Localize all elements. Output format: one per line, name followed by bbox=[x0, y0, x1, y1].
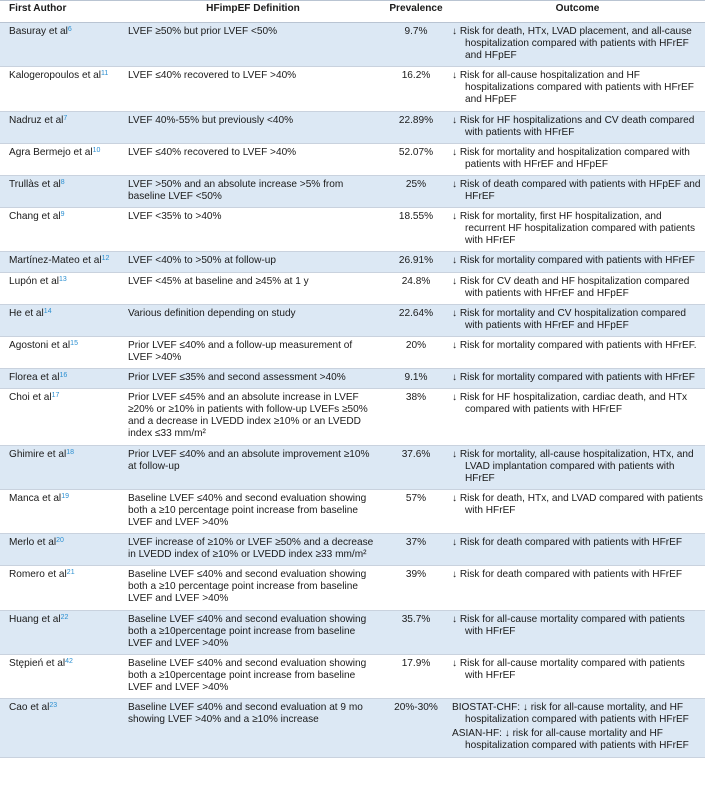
reference-link[interactable]: 42 bbox=[65, 657, 73, 665]
outcome-cell bbox=[450, 23, 705, 67]
table-row bbox=[0, 208, 705, 252]
author-name: Stępień et al bbox=[9, 657, 66, 669]
author-name: Agostoni et al bbox=[9, 339, 71, 351]
first-author-cell bbox=[0, 67, 124, 111]
table-row bbox=[0, 252, 705, 272]
definition-cell: Prior LVEF ≤45% and an absolute increase in LVEF ≥20% or ≥10% in patients with follow-up LVEFs ≥50% and a decrease in LVEDD index ≥10% or an LVEDD index ≤33 mm/m² bbox=[124, 389, 382, 445]
table-row bbox=[0, 336, 705, 368]
definition-cell: Prior LVEF ≤35% and second assessment >40% bbox=[124, 369, 382, 389]
reference-link[interactable]: 17 bbox=[51, 392, 60, 400]
definition-cell: Baseline LVEF ≤40% and second evaluation showing both a ≥10percentage point increase from baseline LVEF and LVEF >40% bbox=[124, 610, 382, 654]
outcome-text: ↓ Risk for mortality and hospitalization compared with patients with HFrEF and HFpEF bbox=[452, 146, 690, 170]
outcome-text: ASIAN-HF: ↓ risk for all-cause mortality and HF hospitalization compared with patients with HFrEF bbox=[452, 728, 689, 752]
definition-cell: LVEF increase of ≥10% or LVEF ≥50% and a decrease in LVEDD index of ≥10% or LVEDD index ≥33 mm/m² bbox=[124, 534, 382, 566]
table-row bbox=[0, 534, 705, 566]
first-author-cell bbox=[0, 654, 124, 698]
first-author-cell bbox=[0, 534, 124, 566]
first-author-cell bbox=[0, 389, 124, 445]
reference-link[interactable]: 6 bbox=[67, 26, 72, 33]
reference-link[interactable]: 21 bbox=[66, 569, 75, 577]
reference-link[interactable]: 20 bbox=[56, 537, 64, 545]
definition-cell: Baseline LVEF ≤40% and second evaluation showing both a ≥10percentage point increase from baseline LVEF and LVEF >40% bbox=[124, 654, 382, 698]
reference-link[interactable]: 13 bbox=[58, 275, 67, 283]
outcome-cell bbox=[450, 111, 705, 143]
outcome-text: ↓ Risk for mortality and CV hospitalization compared with patients with HFrEF and HFpEF bbox=[452, 307, 686, 331]
outcome-text: ↓ Risk for death, HTx, LVAD placement, and all-cause hospitalization compared with patients with HFrEF and HFpEF bbox=[452, 26, 692, 62]
reference-link[interactable]: 19 bbox=[61, 492, 69, 500]
prevalence-cell: 35.7% bbox=[382, 610, 450, 654]
first-author-cell bbox=[0, 566, 124, 610]
table-row bbox=[0, 389, 705, 445]
header-definition: HFimpEF Definition bbox=[124, 1, 382, 23]
prevalence-cell: 37% bbox=[382, 534, 450, 566]
table-row bbox=[0, 369, 705, 389]
outcome-text: ↓ Risk for HF hospitalization, cardiac death, and HTx compared with patients with HFrEF bbox=[452, 392, 688, 416]
table-row bbox=[0, 23, 705, 67]
author-name: Choi et al bbox=[9, 392, 52, 404]
outcome-text: ↓ Risk for death compared with patients with HFrEF bbox=[452, 537, 682, 549]
author-name: Lupón et al bbox=[9, 275, 59, 287]
prevalence-cell: 37.6% bbox=[382, 445, 450, 489]
table-row bbox=[0, 610, 705, 654]
reference-link[interactable]: 18 bbox=[66, 448, 75, 456]
outcome-text: ↓ Risk for all-cause hospitalization and HF hospitalizations compared with patients with HFrEF and HFpEF bbox=[452, 70, 694, 106]
outcome-cell bbox=[450, 143, 705, 175]
table-row bbox=[0, 566, 705, 610]
outcome-text: ↓ Risk for mortality compared with patients with HFrEF bbox=[452, 372, 695, 384]
table-row bbox=[0, 143, 705, 175]
table-row bbox=[0, 304, 705, 336]
first-author-cell bbox=[0, 23, 124, 67]
table-row bbox=[0, 272, 705, 304]
outcome-text: ↓ Risk for mortality compared with patients with HFrEF. bbox=[452, 339, 697, 351]
outcome-cell bbox=[450, 699, 705, 757]
definition-cell: LVEF 40%-55% but previously <40% bbox=[124, 111, 382, 143]
outcome-text: ↓ Risk of death compared with patients with HFpEF and HFrEF bbox=[452, 178, 701, 203]
author-name: Huang et al bbox=[9, 613, 61, 625]
definition-cell: Baseline LVEF ≤40% and second evaluation showing both a ≥10 percentage point increase from baseline LVEF and LVEF >40% bbox=[124, 566, 382, 610]
outcome-cell bbox=[450, 566, 705, 610]
outcome-text: ↓ Risk for mortality, all-cause hospitalization, HTx, and LVAD implantation compared with patients with HFrEF bbox=[452, 448, 694, 484]
outcome-text: ↓ Risk for CV death and HF hospitalization compared with patients with HFrEF and HFpEF bbox=[452, 275, 690, 299]
outcome-cell bbox=[450, 489, 705, 533]
header-first-author: First Author bbox=[0, 1, 124, 23]
prevalence-cell: 57% bbox=[382, 489, 450, 533]
prevalence-cell: 22.64% bbox=[382, 304, 450, 336]
prevalence-cell: 38% bbox=[382, 389, 450, 445]
table-row bbox=[0, 67, 705, 111]
first-author-cell bbox=[0, 489, 124, 533]
first-author-cell bbox=[0, 175, 124, 207]
reference-link[interactable]: 22 bbox=[60, 613, 69, 621]
outcome-cell bbox=[450, 175, 705, 207]
reference-link[interactable]: 8 bbox=[60, 178, 65, 186]
definition-cell: LVEF <35% to >40% bbox=[124, 208, 382, 252]
author-name: Ghimire et al bbox=[9, 448, 67, 460]
prevalence-cell: 9.1% bbox=[382, 369, 450, 389]
author-name: Trullàs et al bbox=[9, 178, 61, 190]
definition-cell: Baseline LVEF ≤40% and second evaluation at 9 mo showing LVEF >40% and a ≥10% increase bbox=[124, 699, 382, 757]
prevalence-cell: 24.8% bbox=[382, 272, 450, 304]
definition-cell: LVEF <45% at baseline and ≥45% at 1 y bbox=[124, 272, 382, 304]
first-author-cell bbox=[0, 143, 124, 175]
first-author-cell bbox=[0, 336, 124, 368]
reference-link[interactable]: 15 bbox=[70, 339, 78, 347]
author-name: Martínez-Mateo et al bbox=[9, 255, 102, 267]
author-name: Manca et al bbox=[9, 492, 62, 504]
reference-link[interactable]: 7 bbox=[63, 114, 68, 122]
definition-cell: Prior LVEF ≤40% and an absolute improvement ≥10% at follow-up bbox=[124, 445, 382, 489]
header-outcome: Outcome bbox=[450, 1, 705, 23]
outcome-cell bbox=[450, 67, 705, 111]
outcome-text: ↓ Risk for all-cause mortality compared with patients with HFrEF bbox=[452, 613, 685, 637]
outcome-cell bbox=[450, 534, 705, 566]
outcome-cell bbox=[450, 208, 705, 252]
definition-cell: LVEF ≤40% recovered to LVEF >40% bbox=[124, 67, 382, 111]
table-header-row bbox=[0, 1, 705, 23]
definition-cell: LVEF >50% and an absolute increase >5% from baseline LVEF <50% bbox=[124, 175, 382, 207]
author-name: He et al bbox=[9, 307, 44, 319]
outcome-cell bbox=[450, 304, 705, 336]
table-row bbox=[0, 489, 705, 533]
outcome-text: ↓ Risk for HF hospitalizations and CV death compared with patients with HFrEF bbox=[452, 114, 695, 138]
outcome-cell bbox=[450, 445, 705, 489]
prevalence-cell: 52.07% bbox=[382, 143, 450, 175]
definition-cell: Baseline LVEF ≤40% and second evaluation showing both a ≥10 percentage point increase from baseline LVEF and LVEF >40% bbox=[124, 489, 382, 533]
reference-link[interactable]: 16 bbox=[59, 372, 68, 380]
table-row bbox=[0, 699, 705, 757]
definition-cell: LVEF ≤40% recovered to LVEF >40% bbox=[124, 143, 382, 175]
first-author-cell bbox=[0, 208, 124, 252]
outcome-cell bbox=[450, 610, 705, 654]
outcome-cell bbox=[450, 654, 705, 698]
prevalence-cell: 17.9% bbox=[382, 654, 450, 698]
prevalence-cell: 26.91% bbox=[382, 252, 450, 272]
first-author-cell bbox=[0, 610, 124, 654]
table-row bbox=[0, 654, 705, 698]
table-row bbox=[0, 175, 705, 207]
outcome-cell bbox=[450, 336, 705, 368]
prevalence-cell: 16.2% bbox=[382, 67, 450, 111]
outcome-text: ↓ Risk for all-cause mortality compared with patients with HFrEF bbox=[452, 657, 685, 681]
reference-link[interactable]: 9 bbox=[60, 211, 65, 219]
author-name: Basuray et al bbox=[9, 26, 68, 37]
prevalence-cell: 22.89% bbox=[382, 111, 450, 143]
outcome-cell bbox=[450, 389, 705, 445]
author-name: Agra Bermejo et al bbox=[9, 146, 93, 158]
reference-link[interactable]: 23 bbox=[49, 702, 58, 710]
author-name: Merlo et al bbox=[9, 537, 57, 549]
definition-cell: LVEF <40% to >50% at follow-up bbox=[124, 252, 382, 272]
table-body bbox=[0, 23, 705, 758]
author-name: Kalogeropoulos et al bbox=[9, 70, 102, 82]
header-prevalence: Prevalence bbox=[382, 1, 450, 23]
author-name: Chang et al bbox=[9, 211, 61, 223]
definition-cell: Prior LVEF ≤40% and a follow-up measurement of LVEF >40% bbox=[124, 336, 382, 368]
first-author-cell bbox=[0, 369, 124, 389]
outcome-text: ↓ Risk for mortality, first HF hospitalization, and recurrent HF hospitalization compared with patients with HFrEF bbox=[452, 211, 696, 247]
reference-link[interactable]: 14 bbox=[43, 307, 52, 315]
outcome-cell bbox=[450, 272, 705, 304]
author-name: Nadruz et al bbox=[9, 114, 64, 126]
first-author-cell bbox=[0, 272, 124, 304]
author-name: Florea et al bbox=[9, 372, 60, 384]
first-author-cell bbox=[0, 699, 124, 757]
prevalence-cell: 25% bbox=[382, 175, 450, 207]
outcome-cell bbox=[450, 369, 705, 389]
definition-cell: LVEF ≥50% but prior LVEF <50% bbox=[124, 23, 382, 67]
prevalence-cell: 9.7% bbox=[382, 23, 450, 67]
prevalence-cell: 39% bbox=[382, 566, 450, 610]
prevalence-cell: 20% bbox=[382, 336, 450, 368]
first-author-cell bbox=[0, 304, 124, 336]
first-author-cell bbox=[0, 252, 124, 272]
prevalence-cell: 20%-30% bbox=[382, 699, 450, 757]
outcome-text: ↓ Risk for mortality compared with patients with HFrEF bbox=[452, 255, 695, 267]
first-author-cell bbox=[0, 445, 124, 489]
outcome-text: BIOSTAT-CHF: ↓ risk for all-cause mortality, and HF hospitalization compared with patients with HFrEF bbox=[452, 702, 689, 726]
outcome-text: ↓ Risk for death, HTx, and LVAD compared with patients with HFrEF bbox=[452, 492, 703, 516]
reference-link[interactable]: 11 bbox=[101, 70, 109, 78]
outcome-text: ↓ Risk for death compared with patients with HFrEF bbox=[452, 569, 682, 581]
table-row bbox=[0, 111, 705, 143]
prevalence-cell: 18.55% bbox=[382, 208, 450, 252]
definition-cell: Various definition depending on study bbox=[124, 304, 382, 336]
author-name: Cao et al bbox=[9, 702, 50, 714]
table-row bbox=[0, 445, 705, 489]
reference-link[interactable]: 12 bbox=[101, 255, 110, 263]
outcome-cell bbox=[450, 252, 705, 272]
author-name: Romero et al bbox=[9, 569, 67, 581]
reference-link[interactable]: 10 bbox=[92, 146, 101, 154]
first-author-cell bbox=[0, 111, 124, 143]
